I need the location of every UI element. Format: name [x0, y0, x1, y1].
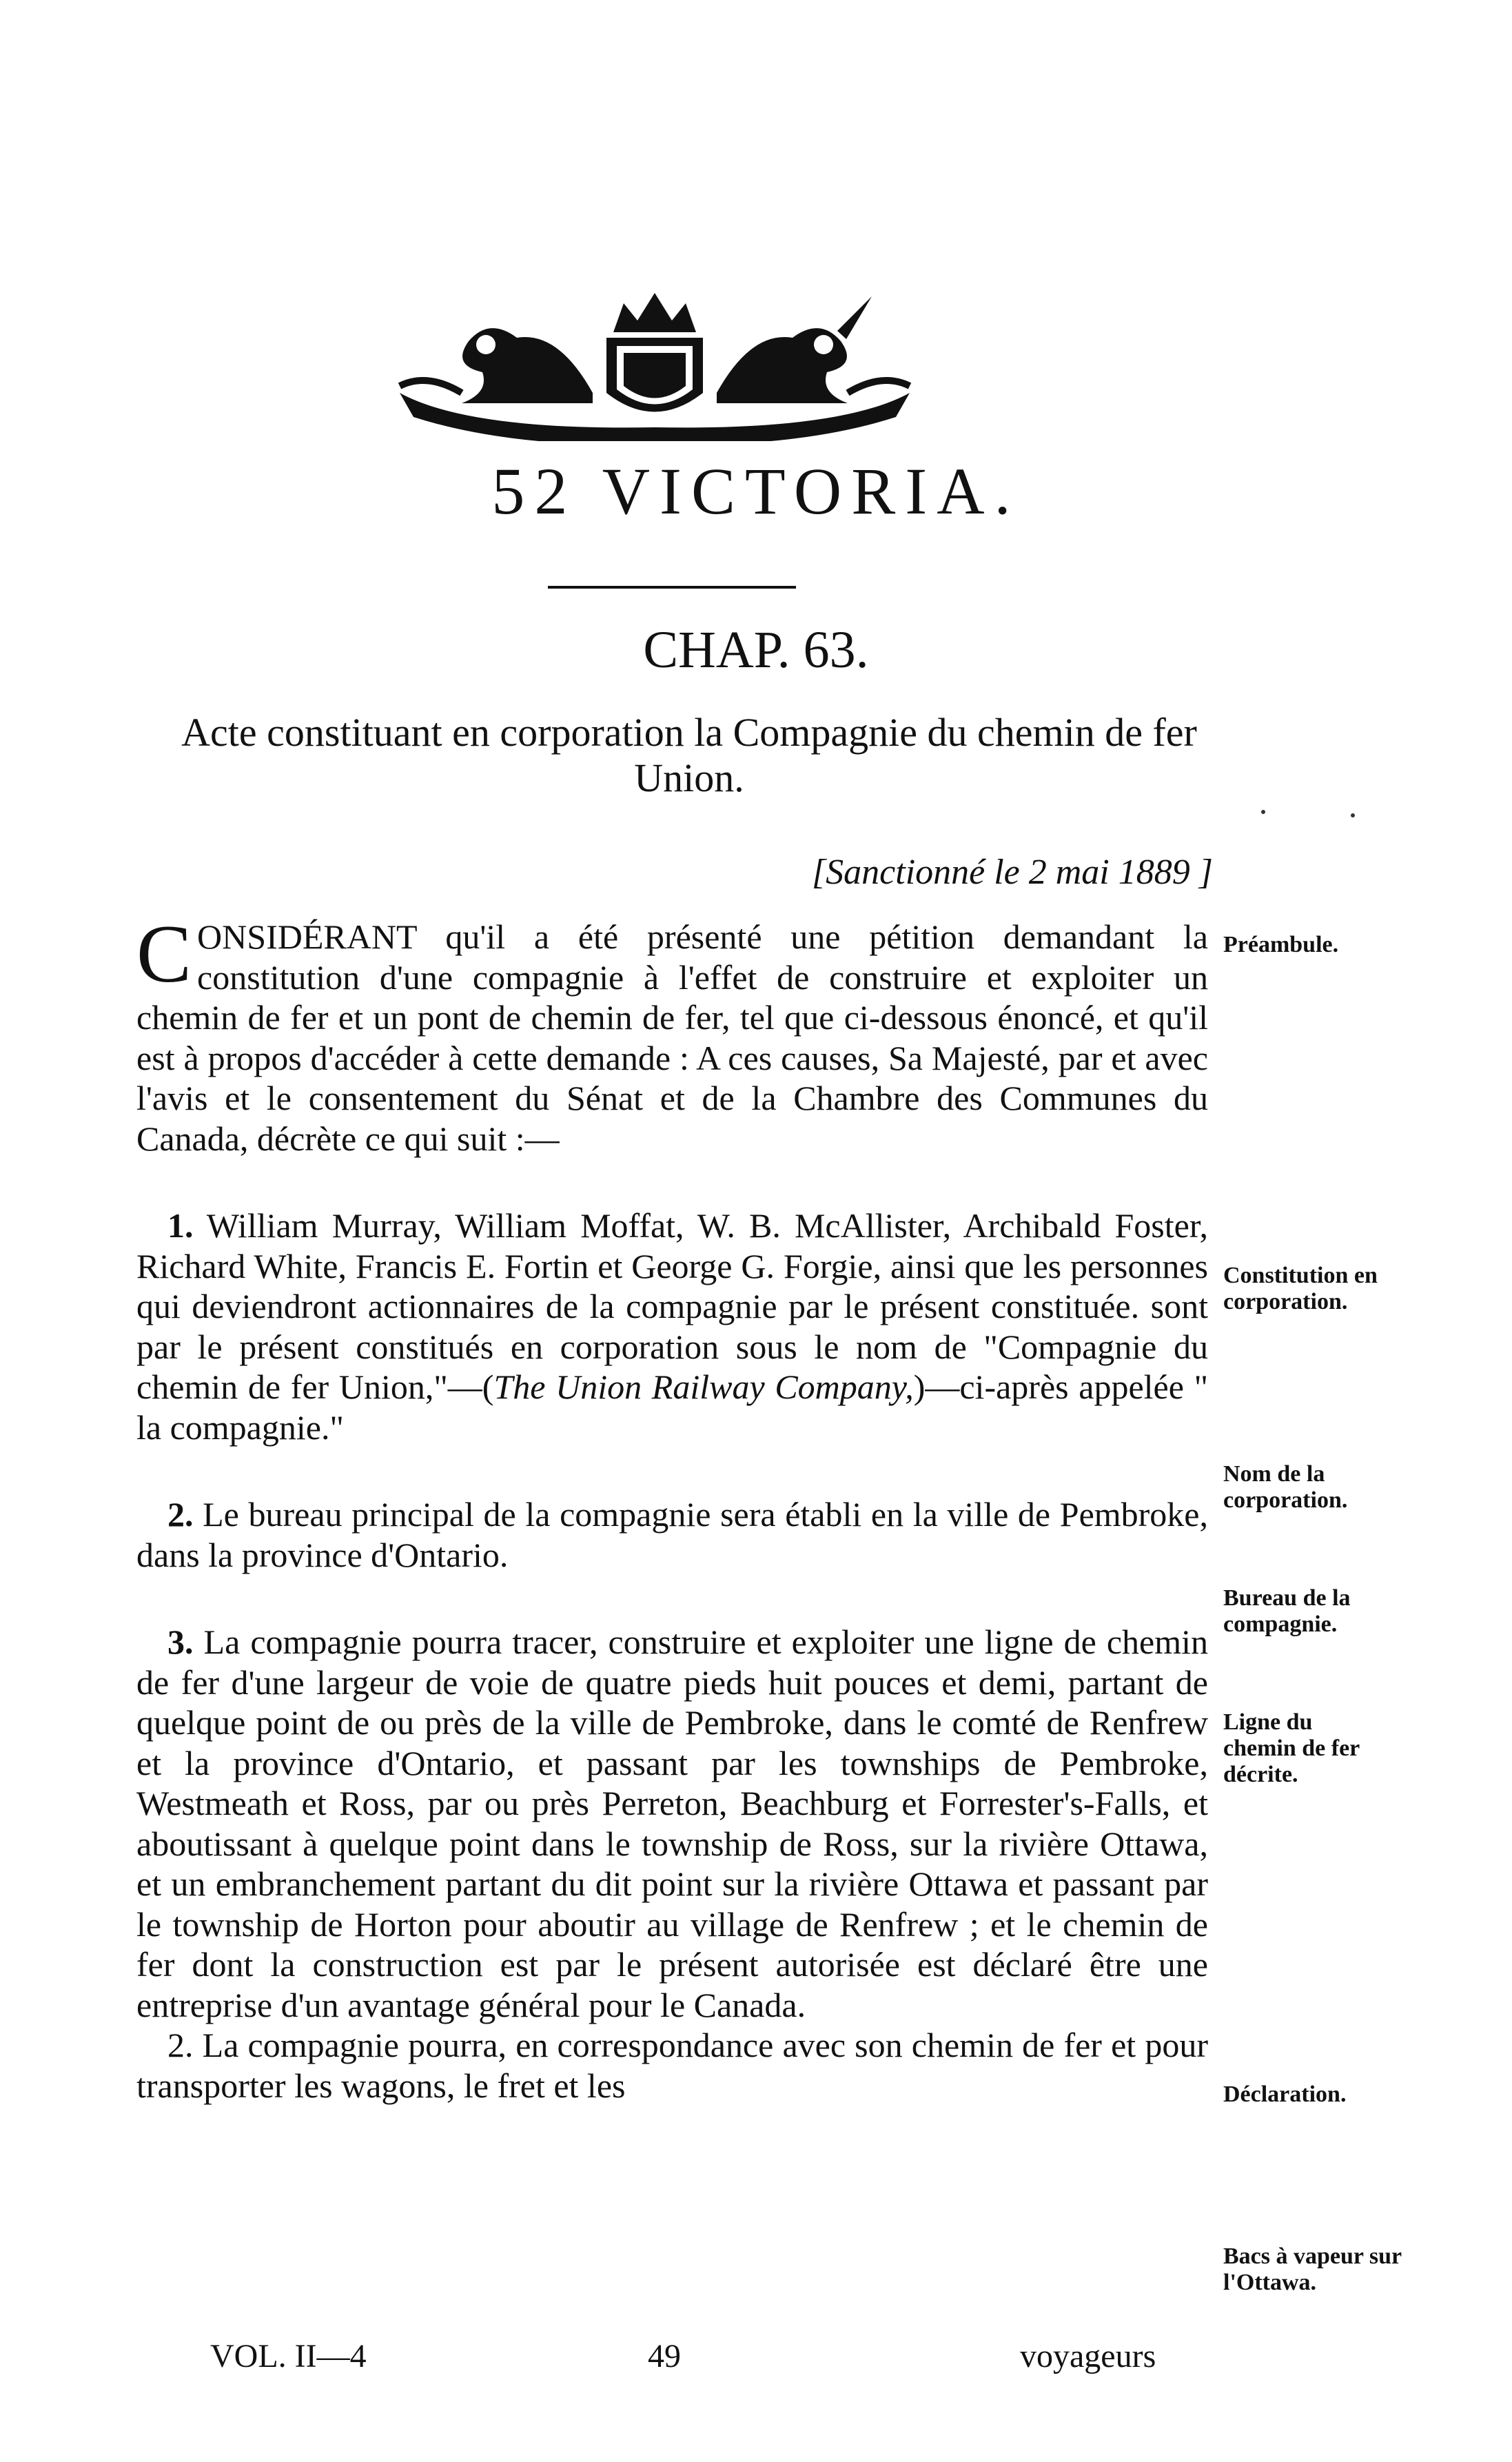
- margin-note-preamble: Préambule.: [1223, 932, 1339, 957]
- margin-note-line: Ligne du chemin de fer décrite.: [1223, 1709, 1360, 1787]
- margin-note-declaration: Déclaration.: [1223, 2082, 1347, 2107]
- margin-note-ferries: Bacs à vapeur sur l'Ottawa.: [1223, 2244, 1402, 2295]
- section-3-subsection-2-number: 2.: [167, 2026, 194, 2064]
- reign-heading: 52 VICTORIA.: [491, 454, 1021, 528]
- act-title: Acte constituant en corporation la Compagnie du chemin de fer Union.: [181, 710, 1197, 800]
- margin-note-constitution: Constitution en corporation.: [1223, 1263, 1378, 1314]
- title-divider: [548, 586, 796, 589]
- section-2-paragraph: [136, 1494, 1208, 1575]
- section-3-paragraph: [136, 1622, 1208, 2025]
- section-2-text: Le bureau principal de la compagnie sera établi en la ville de Pembroke, dans la province d'Ontario.: [136, 1495, 1208, 1574]
- section-1-number: 1.: [167, 1206, 194, 1245]
- section-3-number: 3.: [167, 1622, 194, 1661]
- speck-mark: [1261, 810, 1265, 814]
- chapter-number: CHAP. 63.: [643, 621, 869, 679]
- preamble-paragraph: [136, 908, 1208, 1159]
- section-3-text: La compagnie pourra tracer, construire et exploiter une ligne de chemin de fer d'une largeur de voie de quatre pieds huit pouces et demi, partant de quelque point de ou près de la ville de Pembroke, dans le comté de Renfrew et la province d'Ontario, et passant par les townships de Pembroke, Westmeath et Ross, par ou près Perreton, Beachburg et Forrester's-Falls, et aboutissant à quelque point dans le township de Ross, sur la rivière Ottawa, et un embranchement partant du dit point sur la rivière Ottawa et passant par le township de Horton pour aboutir au village de Renfrew ; et le chemin de fer dont la construction est par le présent autorisée est déclaré être une entreprise d'un avantage général pour le Canada.: [136, 1622, 1209, 2024]
- margin-note-office: Bureau de la compagnie.: [1223, 1585, 1351, 1637]
- section-3-subsection-2-paragraph: [136, 2025, 1208, 2106]
- statute-body: [136, 908, 1209, 2153]
- sanction-date: [Sanctionné le 2 mai 1889 ]: [811, 853, 1213, 892]
- section-1-text-b: )—ci-après appelée " la compagnie.": [136, 1367, 1209, 1447]
- section-2-number: 2.: [167, 1495, 194, 1534]
- section-1-text-a: William Murray, William Moffat, W. B. McAllister, Archibald Foster, Richard White, Francis E. Fortin et George G. Forgie, ainsi que les personnes qui deviendront actionnaires de la compagnie par le présent constituée. sont par le présent constitués en corporation sous le nom de "Compagnie du chemin de fer Union,"—(: [136, 1206, 1208, 1406]
- footer-volume: VOL. II—4: [210, 2338, 367, 2374]
- margin-note-name: Nom de la corporation.: [1223, 1461, 1348, 1513]
- dropcap-letter: C: [136, 908, 192, 999]
- preamble-text: ONSIDÉRANT qu'il a été présenté une pétition demandant la constitution d'une compagnie à l'effet de construire et exploiter un chemin de fer et un pont de chemin de fer, tel que ci-dessous énoncé, et qu'il est à propos d'accéder à cette demande : A ces causes, Sa Majesté, par et avec l'avis et le consentement du Sénat et de la Chambre des Communes du Canada, décrète ce qui suit :—: [136, 917, 1208, 1158]
- speck-mark: [1351, 813, 1355, 817]
- section-3-subsection-2-text: La compagnie pourra, en correspondance avec son chemin de fer et pour transporter les wagons, le fret et les: [136, 2026, 1208, 2105]
- footer-page-number: 49: [648, 2338, 681, 2374]
- section-1-english-name: The Union Railway Company,: [493, 1367, 914, 1406]
- footer-catchword: voyageurs: [1020, 2338, 1156, 2374]
- royal-coat-of-arms-icon: [386, 289, 923, 441]
- section-1-paragraph: [136, 1205, 1208, 1447]
